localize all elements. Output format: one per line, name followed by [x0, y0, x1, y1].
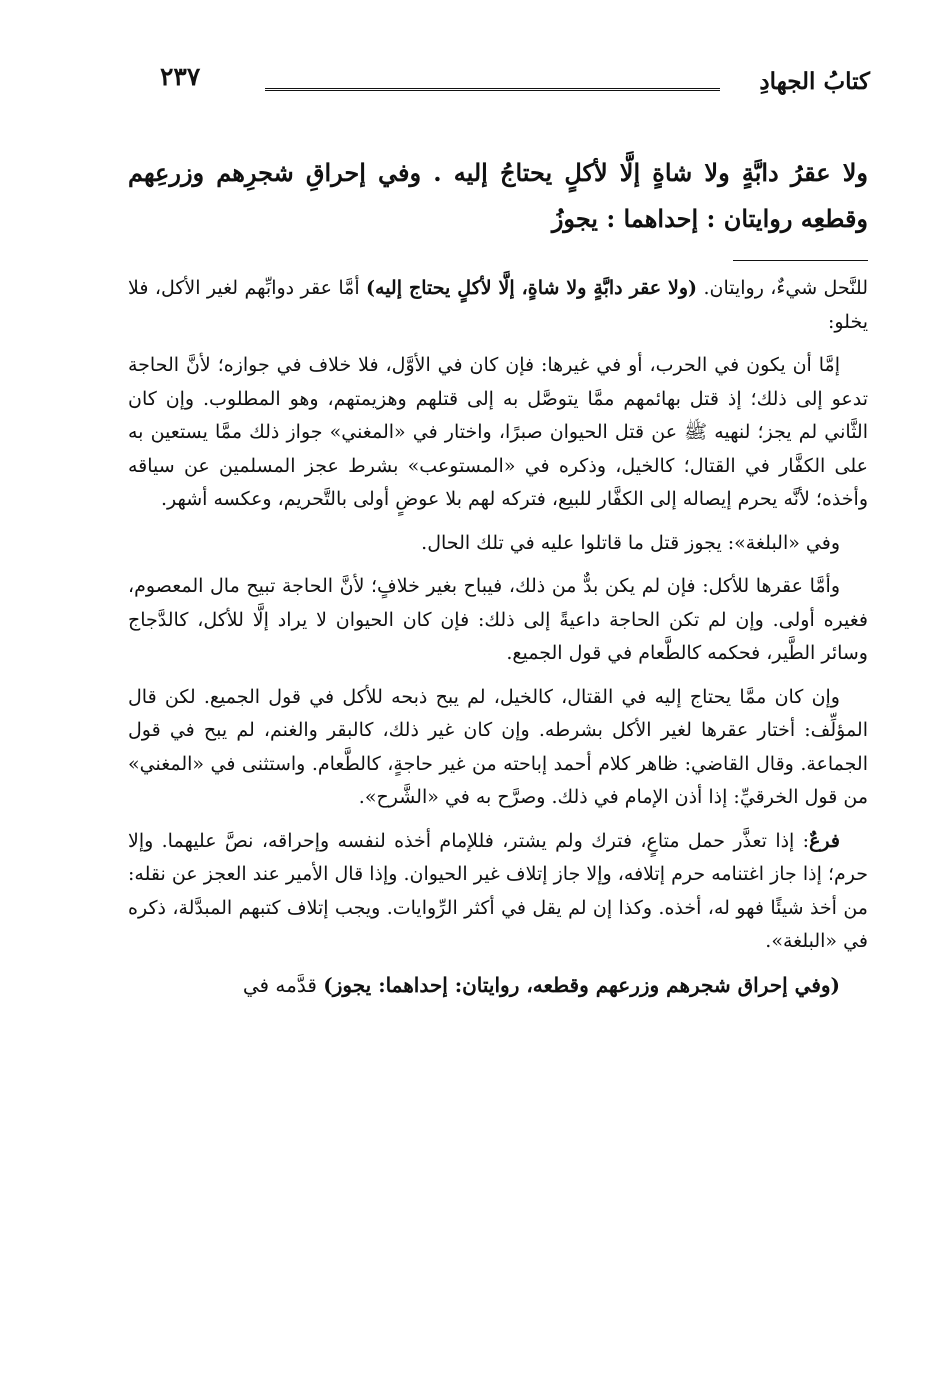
- page-number: ٢٣٧: [160, 62, 201, 91]
- commentary-paragraph: [128, 969, 868, 1003]
- commentary-paragraph: وفي «البلغة»: يجوز قتل ما قاتلوا عليه في تلك الحال.: [421, 531, 840, 554]
- book-title: كتابُ الجهادِ: [759, 68, 870, 95]
- paragraph-lead: للنَّحل شيءٌ، روايتان.: [697, 277, 868, 299]
- running-header: [160, 62, 870, 102]
- matn-text: ولا عقرُ دابَّةٍ ولا شاةٍ إلَّا لأكلٍ يحتاجُ إليه . وفي إحراقِ شجرِهم وزرعِهم وقطعِه روايتان : إحداهما : يجوزُ: [128, 158, 868, 233]
- commentary-paragraph: [128, 825, 868, 959]
- paragraph-text: : إذا تعذَّر حمل متاعٍ، فترك ولم يشتر، فللإمام أخذه لنفسه وإحراقه، نصَّ عليهما. وإلا حرم؛ إذا جاز اغتنامه حرم إتلافه، وإلا جاز إتلاف غير الحيوان. وإذا قال الأمير عند العجز عن نقله: من أخذ شيئًا فهو له، أخذه. وكذا إن لم يقل في أكثر الرِّوايات. ويجب إتلاف كتبهم المبدَّلة، ذكره في «البلغة».: [128, 829, 868, 952]
- paragraph-text: قدَّمه في: [242, 972, 324, 997]
- paragraph-text: أمَّا عقر دوابِّهم لغير الأكل، فلا يخلو:: [128, 277, 868, 333]
- commentary-paragraph: وإن كان ممَّا يحتاج إليه في القتال، كالخيل، لم يبح ذبحه للأكل في قول الجميع. لكن قال المؤلِّف: أختار عقرها لغير الأكل بشرطه. وإن كان غير ذلك، كالبقر والغنم، لم يبح في قول الجماعة. وقال القاضي: ظاهر كلام أحمد إباحته من غير حاجةٍ، كالطَّعام. واستثنى في «المغني» من قول الخرقيِّ: إذا أذن الإمام في ذلك. وصرَّح به في «الشَّرح».: [128, 685, 868, 808]
- commentary-paragraph: وأمَّا عقرها للأكل: فإن لم يكن بدٌّ من ذلك، فيباح بغير خلافٍ؛ لأنَّ الحاجة تبيح مال المعصوم، فغيره أولى. وإن لم تكن الحاجة داعيةً إلى ذلك: فإن كان الحيوان لا يراد إلَّا للأكل، كالدَّجاج وسائر الطَّير، فحكمه كالطَّعام في قول الجميع.: [128, 575, 868, 664]
- far-label: فرعٌ: [809, 829, 840, 852]
- matn-quote: (وفي إحراق شجرهم وزرعهم وقطعه، روايتان: إحداهما: يجوز): [323, 972, 840, 997]
- matn-divider: [733, 260, 868, 261]
- commentary: [128, 272, 868, 1012]
- matn-quote: (ولا عقر دابَّةٍ ولا شاةٍ، إلَّا لأكلٍ يحتاج إليه): [366, 277, 698, 299]
- commentary-paragraph: إمَّا أن يكون في الحرب، أو في غيرها: فإن كان في الأوَّل، فلا خلاف في جوازه؛ لأنَّ الحاجة تدعو إلى ذلك؛ إذ قتل بهائمهم ممَّا يتوصَّل به إلى قتلهم وهزيمتهم، وهو المطلوب. وإن كان الثَّاني لم يجز؛ لنهيه ﷺ عن قتل الحيوان صبرًا، واختار في «المغني» جواز ذلك ممَّا يستعين به على الكفَّار في القتال؛ كالخيل، وذكره في «المستوعب» بشرط عجز المسلمين عن سياقه وأخذه؛ لأنَّه يحرم إيصاله إلى الكفَّار للبيع، فتركه لهم بلا عوضٍ أولى بالتَّحريم، وعكسه أشهر.: [128, 354, 868, 510]
- commentary-paragraph: [128, 272, 868, 339]
- header-rule: [265, 88, 720, 91]
